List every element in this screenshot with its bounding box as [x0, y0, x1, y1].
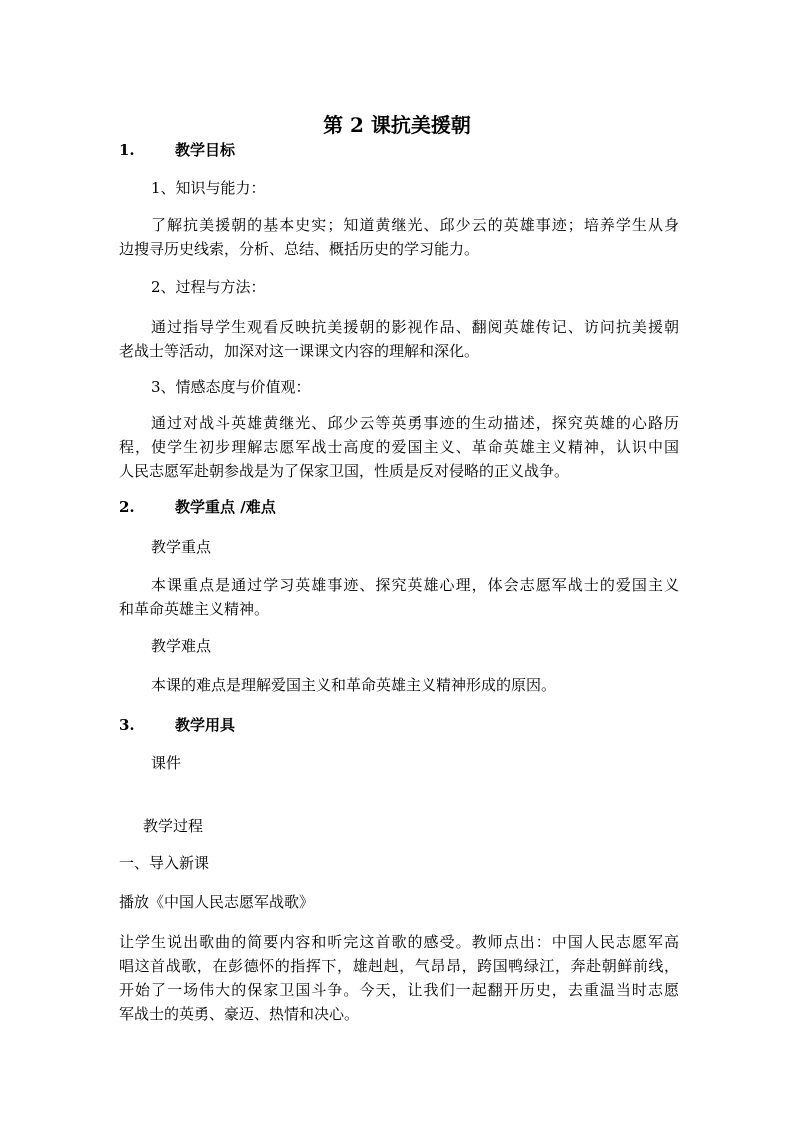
part-heading-intro: 一、导入新课 — [119, 854, 210, 872]
paragraph-line: 人民志愿军赴朝参战是为了保家卫国，性质是反对侵略的正义战争。 — [119, 462, 570, 480]
subheading-attitude: 3、情感态度与价值观： — [151, 378, 311, 396]
paragraph-key-point — [119, 573, 679, 621]
document-title: 第 2 课抗美援朝 — [323, 113, 471, 137]
process-label: 教学过程 — [143, 817, 204, 835]
paragraph-line: 通过指导学生观看反映抗美援朝的影视作品、翻阅英雄传记、访问抗美援朝 — [151, 318, 679, 336]
play-song-line: 播放《中国人民志愿军战歌》 — [119, 893, 315, 911]
paragraph-line: 军战士的英勇、豪迈、热情和决心。 — [119, 1005, 360, 1023]
subheading-difficulty: 教学难点 — [151, 637, 212, 655]
tools-item: 课件 — [151, 754, 182, 772]
paragraph-line: 让学生说出歌曲的简要内容和听完这首歌的感受。教师点出：中国人民志愿军高 — [119, 933, 679, 951]
paragraph-line: 和革命英雄主义精神。 — [119, 600, 270, 618]
paragraph-line: 边搜寻历史线索，分析、总结、概括历史的学习能力。 — [119, 240, 480, 258]
paragraph-process — [119, 315, 679, 363]
paragraph-intro — [119, 930, 679, 1026]
paragraph-line: 本课的难点是理解爱国主义和革命英雄主义精神形成的原因。 — [151, 676, 557, 694]
paragraph-line: 老战士等活动，加深对这一课课文内容的理解和深化。 — [119, 342, 480, 360]
paragraph-line: 唱这首战歌，在彭德怀的指挥下，雄赳赳，气昂昂，跨国鸭绿江，奔赴朝鲜前线， — [119, 957, 679, 975]
paragraph-line: 通过对战斗英雄黄继光、邱少云等英勇事迹的生动描述，探究英雄的心路历 — [151, 414, 679, 432]
paragraph-line: 了解抗美援朝的基本史实；知道黄继光、邱少云的英雄事迹；培养学生从身 — [151, 216, 679, 234]
subheading-knowledge: 1、知识与能力： — [151, 179, 266, 197]
paragraph-line: 开始了一场伟大的保家卫国斗争。今天，让我们一起翻开历史，去重温当时志愿 — [119, 981, 679, 999]
section-title: 教学目标 — [175, 141, 236, 159]
paragraph-knowledge — [119, 213, 679, 261]
section-number: 1. — [119, 141, 135, 159]
section-title: 教学重点 /难点 — [175, 498, 276, 516]
paragraph-attitude — [119, 411, 679, 483]
section-number: 2. — [119, 498, 135, 516]
subheading-key-point: 教学重点 — [151, 538, 212, 556]
paragraph-line: 程，使学生初步理解志愿军战士高度的爱国主义、革命英雄主义精神，认识中国 — [119, 438, 679, 456]
subheading-process: 2、过程与方法： — [151, 278, 266, 296]
section-title: 教学用具 — [175, 716, 236, 734]
paragraph-line: 本课重点是通过学习英雄事迹、探究英雄心理，体会志愿军战士的爱国主义 — [151, 576, 679, 594]
paragraph-difficulty — [119, 673, 679, 697]
section-number: 3. — [119, 716, 135, 734]
